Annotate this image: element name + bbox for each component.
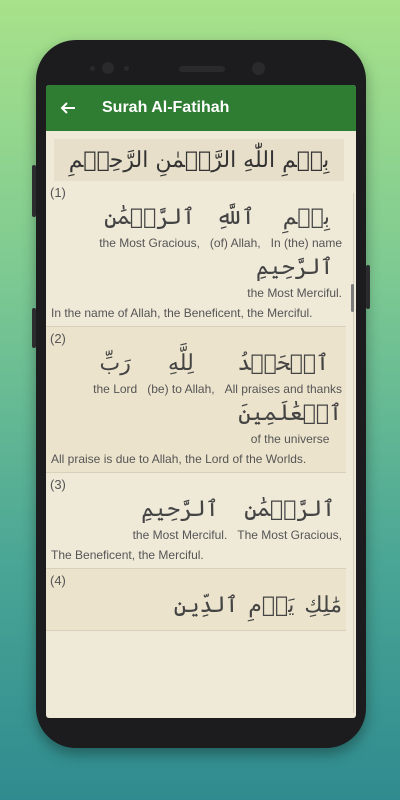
word-block[interactable] bbox=[225, 346, 342, 396]
arabic-word: ٱلرَّحۡمَٰنِ bbox=[244, 497, 336, 522]
word-row bbox=[46, 346, 346, 446]
phone-frame bbox=[36, 40, 366, 748]
word-block[interactable] bbox=[210, 200, 261, 250]
word-block[interactable] bbox=[271, 200, 342, 250]
word-block[interactable] bbox=[93, 346, 137, 396]
verse-translation: In the name of Allah, the Beneficent, the Merciful. bbox=[51, 306, 313, 320]
word-block[interactable] bbox=[248, 588, 294, 624]
word-row bbox=[46, 200, 346, 300]
power-button bbox=[32, 308, 36, 348]
word-block[interactable] bbox=[304, 588, 342, 624]
front-camera-icon bbox=[102, 62, 114, 74]
word-block[interactable] bbox=[133, 492, 228, 542]
sensor-icon bbox=[90, 66, 95, 71]
word-gloss: The Most Gracious, bbox=[237, 528, 342, 542]
word-block[interactable] bbox=[237, 492, 342, 542]
word-block[interactable] bbox=[99, 200, 200, 250]
verse-translation: The Beneficent, the Merciful. bbox=[51, 548, 204, 562]
verse-item[interactable] bbox=[46, 569, 346, 631]
word-gloss: (of) Allah, bbox=[209, 236, 261, 250]
arabic-word: ٱلرَّحِيمِ bbox=[141, 497, 219, 522]
verse-item[interactable] bbox=[46, 181, 346, 327]
scrollbar-track bbox=[353, 193, 354, 713]
word-row bbox=[46, 492, 346, 542]
word-gloss: the Lord bbox=[93, 382, 138, 396]
word-gloss: the Most Gracious, bbox=[99, 236, 200, 250]
arabic-word: لِلَّهِ bbox=[168, 351, 194, 376]
camera-icon bbox=[252, 62, 265, 75]
arabic-word: ٱلرَّحۡمَٰنِ bbox=[104, 205, 195, 230]
speaker-grille bbox=[179, 66, 225, 72]
word-block[interactable] bbox=[238, 396, 342, 446]
verse-item[interactable] bbox=[46, 473, 346, 569]
word-block[interactable] bbox=[247, 250, 342, 300]
app-screen bbox=[46, 85, 356, 718]
arabic-word: ٱلۡحَمۡدُ bbox=[237, 351, 330, 376]
arabic-word: رَبِّ bbox=[99, 351, 131, 376]
arabic-word: ٱلرَّحِيمِ bbox=[255, 255, 334, 280]
page-title: Surah Al-Fatihah bbox=[102, 99, 230, 116]
side-button-right bbox=[366, 265, 370, 309]
word-block[interactable] bbox=[147, 346, 214, 396]
word-gloss: of the universe bbox=[250, 432, 330, 446]
verse-translation: All praise is due to Allah, the Lord of the Worlds. bbox=[51, 452, 307, 466]
arabic-word: ٱلدِّينِ bbox=[173, 593, 239, 618]
verse-number: (4) bbox=[50, 573, 66, 588]
volume-button bbox=[32, 165, 36, 217]
bismillah-header: بِسۡمِ اللّٰهِ الرَّحۡمٰنِ الرَّحِيۡمِ bbox=[54, 139, 344, 181]
word-gloss: All praises and thanks bbox=[224, 382, 342, 396]
word-block[interactable] bbox=[174, 588, 238, 624]
surah-content[interactable] bbox=[46, 139, 356, 718]
arabic-word: مَٰلِكِ bbox=[304, 593, 342, 618]
arabic-word: ٱللَّهِ bbox=[215, 205, 255, 230]
arabic-word: ٱلۡعَٰلَمِينَ bbox=[238, 401, 342, 426]
verse-number: (2) bbox=[50, 331, 66, 346]
verse-number: (1) bbox=[50, 185, 66, 200]
word-gloss: the Most Merciful. bbox=[132, 528, 228, 542]
word-gloss: the Most Merciful. bbox=[247, 286, 342, 300]
verse-number: (3) bbox=[50, 477, 66, 492]
word-gloss: In (the) name bbox=[270, 236, 342, 250]
arabic-word: يَوۡمِ bbox=[248, 593, 295, 618]
word-row bbox=[46, 588, 346, 624]
word-gloss: (be) to Allah, bbox=[147, 382, 215, 396]
scrollbar-thumb[interactable] bbox=[351, 284, 354, 312]
arrow-back-icon[interactable] bbox=[58, 98, 78, 118]
verse-item[interactable] bbox=[46, 327, 346, 473]
arabic-word: بِسۡمِ bbox=[282, 205, 330, 230]
app-bar bbox=[46, 85, 356, 131]
sensor-icon bbox=[124, 66, 129, 71]
